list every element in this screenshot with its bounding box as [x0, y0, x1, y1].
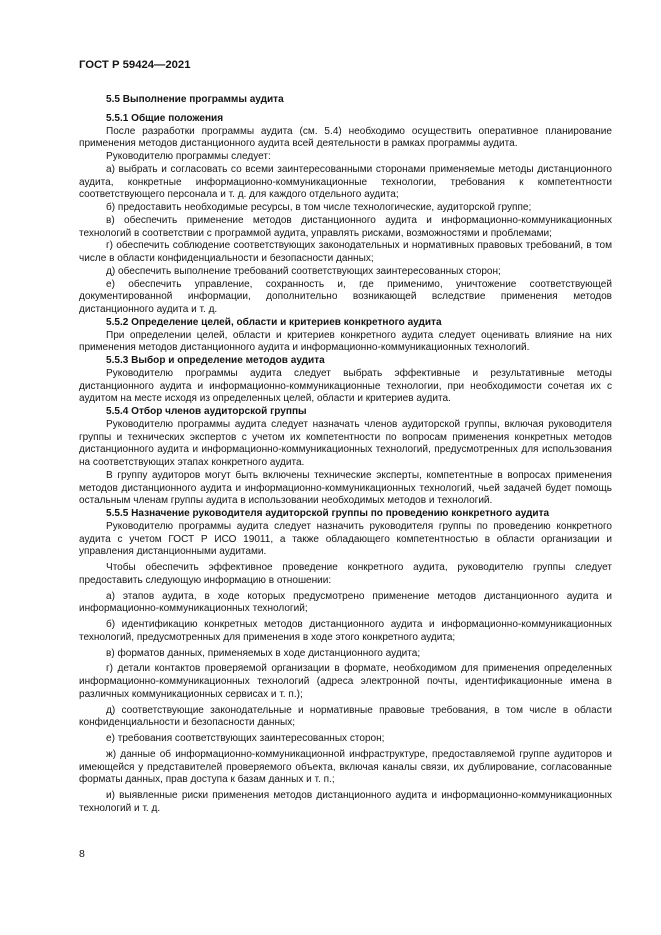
paragraph: После разработки программы аудита (см. 5.4) необходимо осуществить оперативное планирование применения методов дистанционного аудита всей деятельности в рамках программы аудита. [79, 125, 612, 150]
paragraph: В группу аудиторов могут быть включены технические эксперты, компетентные в вопросах применения методов дистанционного аудита и информационно-коммуникационных технологий, чьей задачей будет помощь остальным членам группы аудита в использовании необходимых методов и технологий. [79, 469, 612, 507]
paragraph: Руководителю программы аудита следует назначать членов аудиторской группы, включая руководителя группы и технических экспертов с учетом их компетентности по вопросам применения конкретных методов дистанционного аудита и информационно-коммуникационных технологий, предусмотренных для использования на соответствующих этапах конкретного аудита. [79, 418, 612, 468]
paragraph: Руководителю программы аудита следует назначить руководителя группы по проведению конкретного аудита с учетом ГОСТ Р ИСО 19011, а также обладающего компетентностью в области организации и управления дистанционными аудитами. [79, 520, 612, 558]
list-item: в) обеспечить применение методов дистанционного аудита и информационно-коммуникационных технологий в соответствии с программой аудита, управлять рисками, возможностями и проблемами; [79, 214, 612, 239]
list-item: д) соответствующие законодательные и нормативные правовые требования, в том числе в области конфиденциальности и безопасности данных; [79, 704, 612, 729]
section-heading: 5.5 Выполнение программы аудита [106, 94, 284, 105]
list-item: б) предоставить необходимые ресурсы, в том числе технологические, аудиторской группе; [106, 202, 532, 213]
list-item: б) идентификацию конкретных методов дистанционного аудита и информационно-коммуникационных технологий, предусмотренных для применения в ходе этого конкретного аудита; [79, 619, 612, 643]
subsection-heading: 5.5.1 Общие положения [106, 112, 224, 124]
paragraph: Руководителю программы аудита следует выбрать эффективные и результативные методы дистанционного аудита и информационно-коммуникационные технологии, при необходимости сочетая их с аудитом на месте исходя из определенных целей, области и критериев аудита. [79, 367, 612, 405]
subsection-heading: 5.5.4 Отбор членов аудиторской группы [106, 406, 307, 417]
page-number: 8 [79, 848, 85, 860]
list-item: д) обеспечить выполнение требований соответствующих заинтересованных сторон; [106, 265, 501, 277]
list-item: е) требования соответствующих заинтересованных сторон; [106, 733, 385, 744]
paragraph: Чтобы обеспечить эффективное проведение конкретного аудита, руководителю группы следует предоставить следующую информацию в отношении: [79, 562, 612, 586]
document-header: ГОСТ Р 59424—2021 [79, 59, 191, 71]
list-item: а) выбрать и согласовать со всеми заинтересованными сторонами применяемые методы дистанционного аудита, конкретные информационно-коммуникационные технологии, требования к компетентности соответствующего персонала и т. д. для каждого отдельного аудита; [79, 163, 612, 201]
subsection-heading: 5.5.2 Определение целей, области и критериев конкретного аудита [106, 316, 442, 328]
list-item: е) обеспечить управление, сохранность и, где применимо, уничтожение соответствующей документированной информации, дополнительно возникающей вследствие применения методов дистанционного аудита и т. д. [79, 278, 612, 315]
list-item: г) детали контактов проверяемой организации в формате, необходимом для применения определенных информационно-коммуникационных технологий (адреса электронной почты, идентификационные имена в различных коммуникационных сервисах и т. п.); [79, 663, 612, 700]
list-item: г) обеспечить соблюдение соответствующих законодательных и нормативных правовых требований, в том числе в области конфиденциальности и безопасности данных; [79, 240, 612, 264]
list-item: в) форматов данных, применяемых в ходе дистанционного аудита; [106, 647, 421, 659]
list-item: ж) данные об информационно-коммуникационной инфраструктуре, предоставляемой группе аудиторов и имеющейся у представителей проверяемого объекта, включая каналы связи, их дублирование, согласованные форматы данных, прав доступа к базам данных и т. п.; [79, 748, 612, 786]
list-item: и) выявленные риски применения методов дистанционного аудита и информационно-коммуникационных технологий и т. д. [79, 790, 612, 814]
list-item: а) этапов аудита, в ходе которых предусмотрено применение методов дистанционного аудита и информационно-коммуникационных технологий; [79, 590, 612, 615]
subsection-heading: 5.5.5 Назначение руководителя аудиторской группы по проведению конкретного аудита [106, 508, 550, 519]
paragraph: Руководителю программы следует: [106, 151, 271, 162]
paragraph: При определении целей, области и критериев конкретного аудита следует оценивать влияние на них применения методов дистанционного аудита и информационно-коммуникационных технологий. [79, 329, 612, 354]
subsection-heading: 5.5.3 Выбор и определение методов аудита [106, 355, 325, 366]
document-body [79, 94, 612, 816]
